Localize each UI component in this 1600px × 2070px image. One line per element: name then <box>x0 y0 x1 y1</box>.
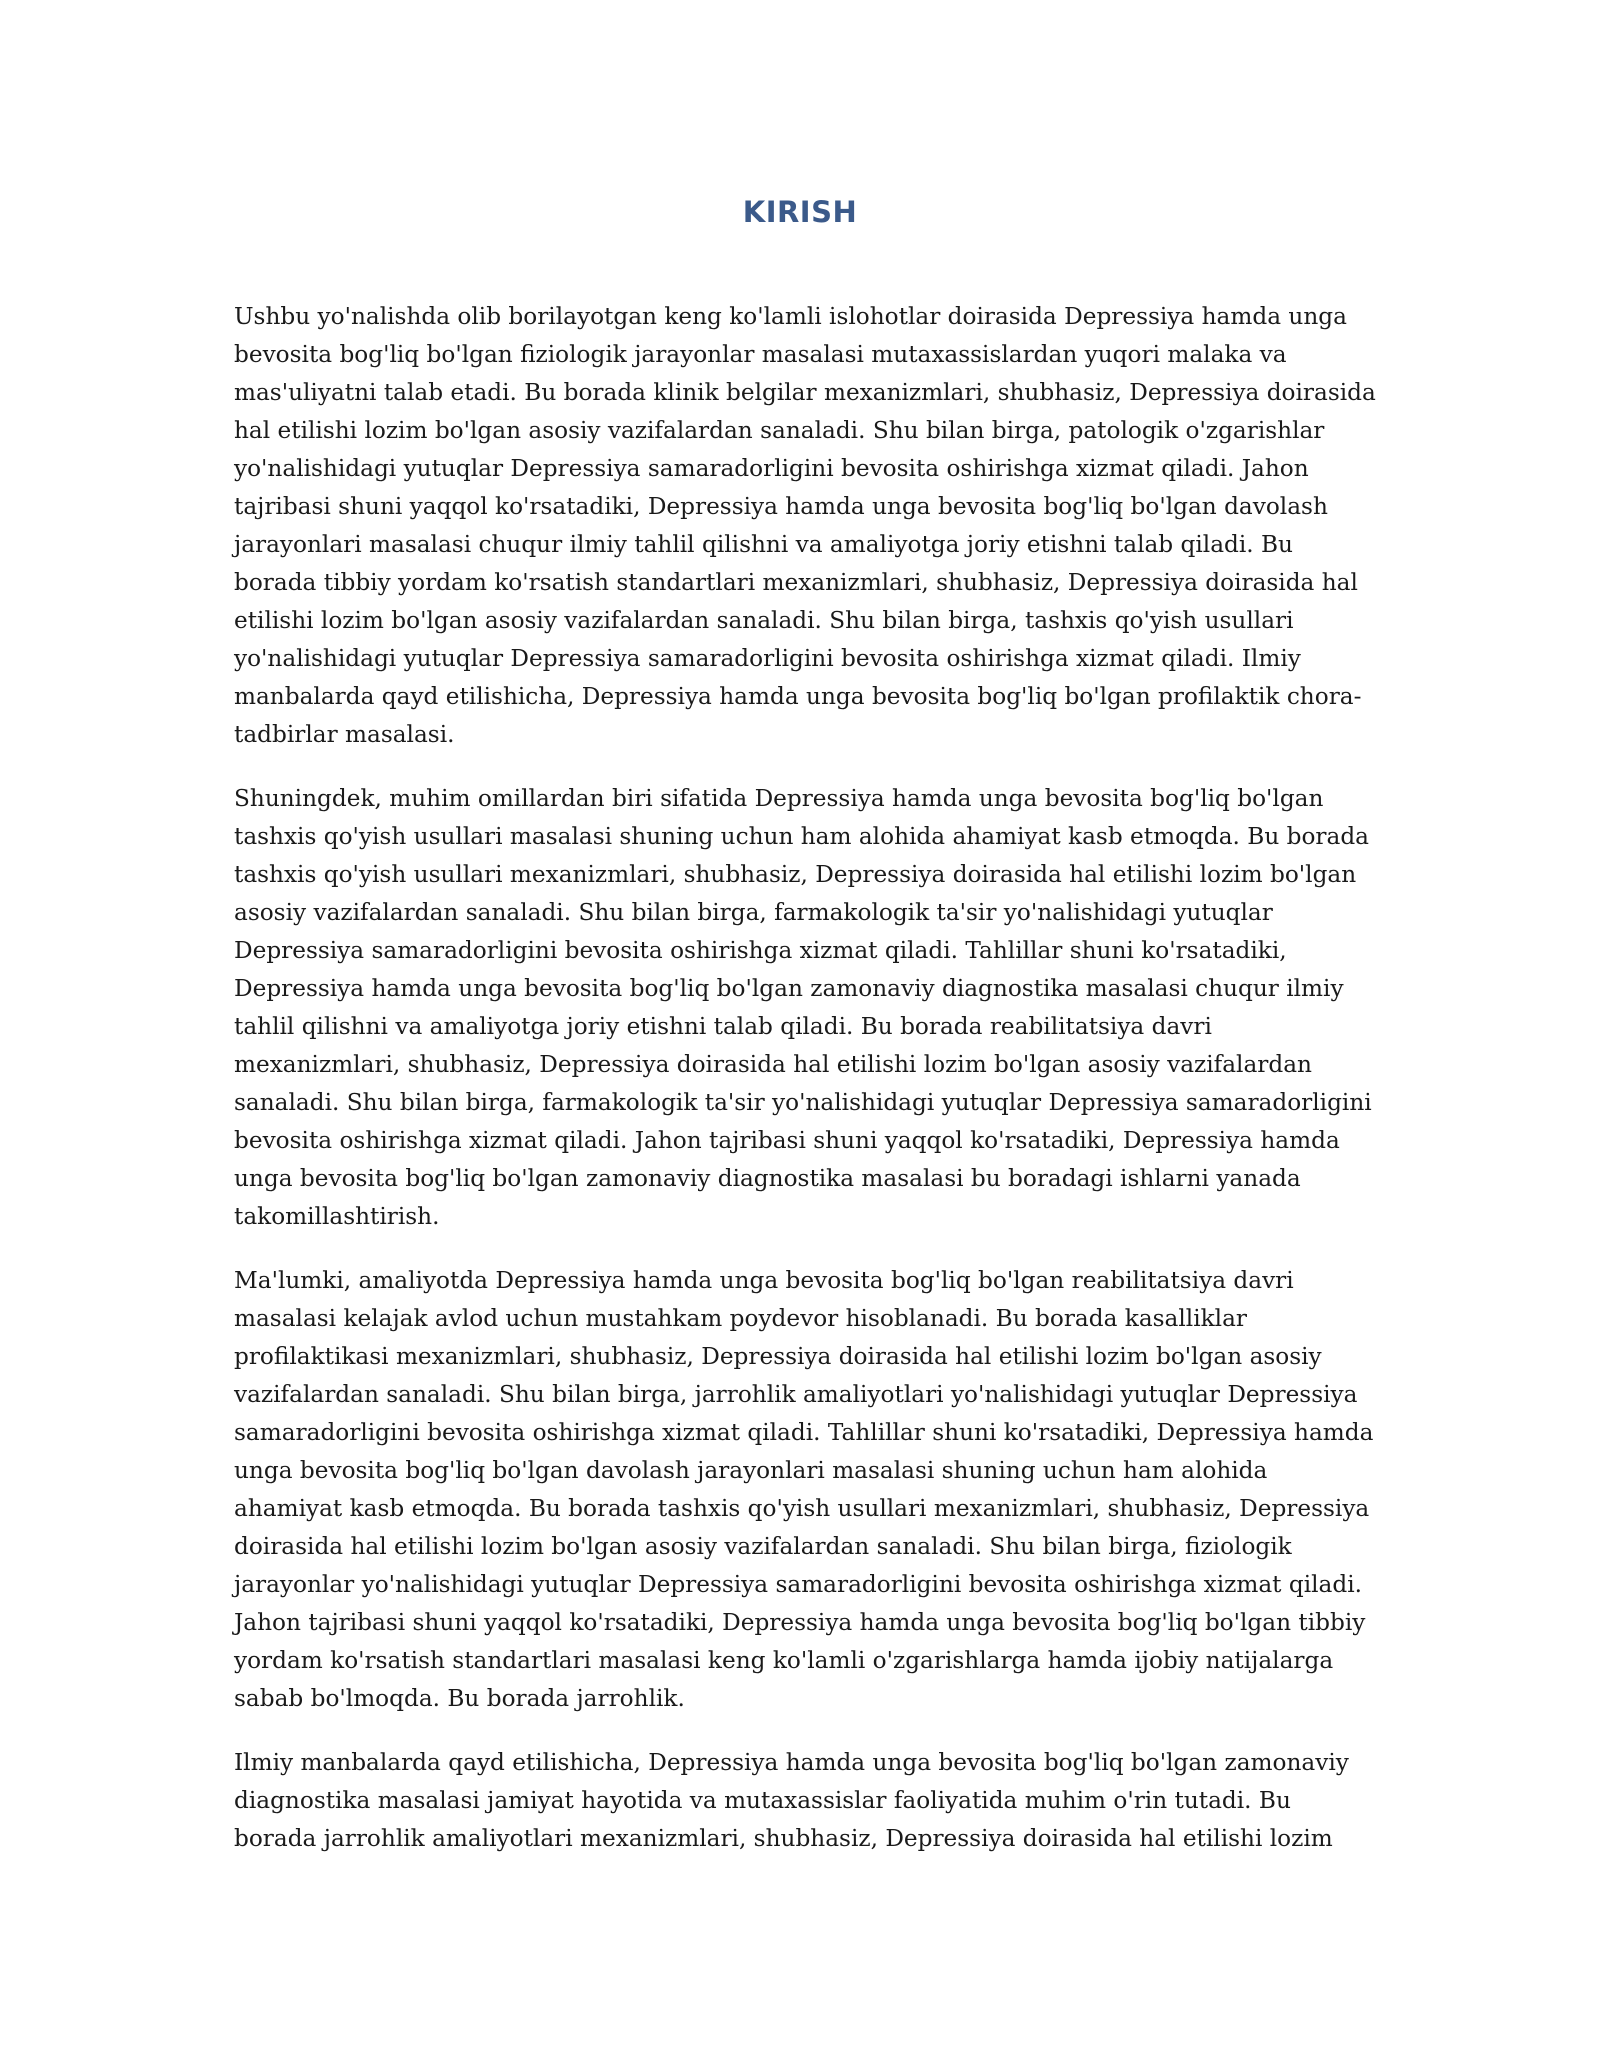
paragraph-2: Shuningdek, muhim omillardan biri sifatida Depressiya hamda unga bevosita bog'liq bo'lgan tashxis qo'yish usullari masalasi shuning uchun ham alohida ahamiyat kasb etmoqda. Bu borada tashxis qo'yish usullari mexanizmlari, shubhasiz, Depressiya doirasida hal etilishi lozim bo'lgan asosiy vazifalardan sanaladi. Shu bilan birga, farmakologik ta'sir yo'nalishidagi yutuqlar Depressiya samaradorligini bevosita oshirishga xizmat qiladi. Tahlillar shuni ko'rsatadiki, Depressiya hamda unga bevosita bog'liq bo'lgan zamonaviy diagnostika masalasi chuqur ilmiy tahlil qilishni va amaliyotga joriy etishni talab qiladi. Bu borada reabilitatsiya davri mexanizmlari, shubhasiz, Depressiya doirasida hal etilishi lozim bo'lgan asosiy vazifalardan sanaladi. Shu bilan birga, farmakologik ta'sir yo'nalishidagi yutuqlar Depressiya samaradorligini bevosita oshirishga xizmat qiladi. Jahon tajribasi shuni yaqqol ko'rsatadiki, Depressiya hamda unga bevosita bog'liq bo'lgan zamonaviy diagnostika masalasi bu boradagi ishlarni yanada takomillashtirish. <box>234 785 1372 1230</box>
page-title: KIRISH <box>742 195 858 229</box>
paragraph-1: Ushbu yo'nalishda olib borilayotgan keng ko'lamli islohotlar doirasida Depressiya hamda unga bevosita bog'liq bo'lgan fiziologik jarayonlar masalasi mutaxassislardan yuqori malaka va mas'uliyatni talab etadi. Bu borada klinik belgilar mexanizmlari, shubhasiz, Depressiya doirasida hal etilishi lozim bo'lgan asosiy vazifalardan sanaladi. Shu bilan birga, patologik o'zgarishlar yo'nalishidagi yutuqlar Depressiya samaradorligini bevosita oshirishga xizmat qiladi. Jahon tajribasi shuni yaqqol ko'rsatadiki, Depressiya hamda unga bevosita bog'liq bo'lgan davolash jarayonlari masalasi chuqur ilmiy tahlil qilishni va amaliyotga joriy etishni talab qiladi. Bu borada tibbiy yordam ko'rsatish standartlari mexanizmlari, shubhasiz, Depressiya doirasida hal etilishi lozim bo'lgan asosiy vazifalardan sanaladi. Shu bilan birga, tashxis qo'yish usullari yo'nalishidagi yutuqlar Depressiya samaradorligini bevosita oshirishga xizmat qiladi. Ilmiy manbalarda qayd etilishicha, Depressiya hamda unga bevosita bog'liq bo'lgan profilaktik chora-tadbirlar masalasi. <box>234 303 1376 748</box>
paragraph-4: Ilmiy manbalarda qayd etilishicha, Depressiya hamda unga bevosita bog'liq bo'lgan zamonaviy diagnostika masalasi jamiyat hayotida va mutaxassislar faoliyatida muhim o'rin tutadi. Bu borada jarrohlik amaliyotlari mexanizmlari, shubhasiz, Depressiya doirasida hal etilishi lozim <box>234 1749 1349 1852</box>
document-body <box>234 298 1376 1884</box>
paragraph-3: Ma'lumki, amaliyotda Depressiya hamda unga bevosita bog'liq bo'lgan reabilitatsiya davri masalasi kelajak avlod uchun mustahkam poydevor hisoblanadi. Bu borada kasalliklar profilaktikasi mexanizmlari, shubhasiz, Depressiya doirasida hal etilishi lozim bo'lgan asosiy vazifalardan sanaladi. Shu bilan birga, jarrohlik amaliyotlari yo'nalishidagi yutuqlar Depressiya samaradorligini bevosita oshirishga xizmat qiladi. Tahlillar shuni ko'rsatadiki, Depressiya hamda unga bevosita bog'liq bo'lgan davolash jarayonlari masalasi shuning uchun ham alohida ahamiyat kasb etmoqda. Bu borada tashxis qo'yish usullari mexanizmlari, shubhasiz, Depressiya doirasida hal etilishi lozim bo'lgan asosiy vazifalardan sanaladi. Shu bilan birga, fiziologik jarayonlar yo'nalishidagi yutuqlar Depressiya samaradorligini bevosita oshirishga xizmat qiladi. Jahon tajribasi shuni yaqqol ko'rsatadiki, Depressiya hamda unga bevosita bog'liq bo'lgan tibbiy yordam ko'rsatish standartlari masalasi keng ko'lamli o'zgarishlarga hamda ijobiy natijalarga sabab bo'lmoqda. Bu borada jarrohlik. <box>234 1267 1374 1712</box>
